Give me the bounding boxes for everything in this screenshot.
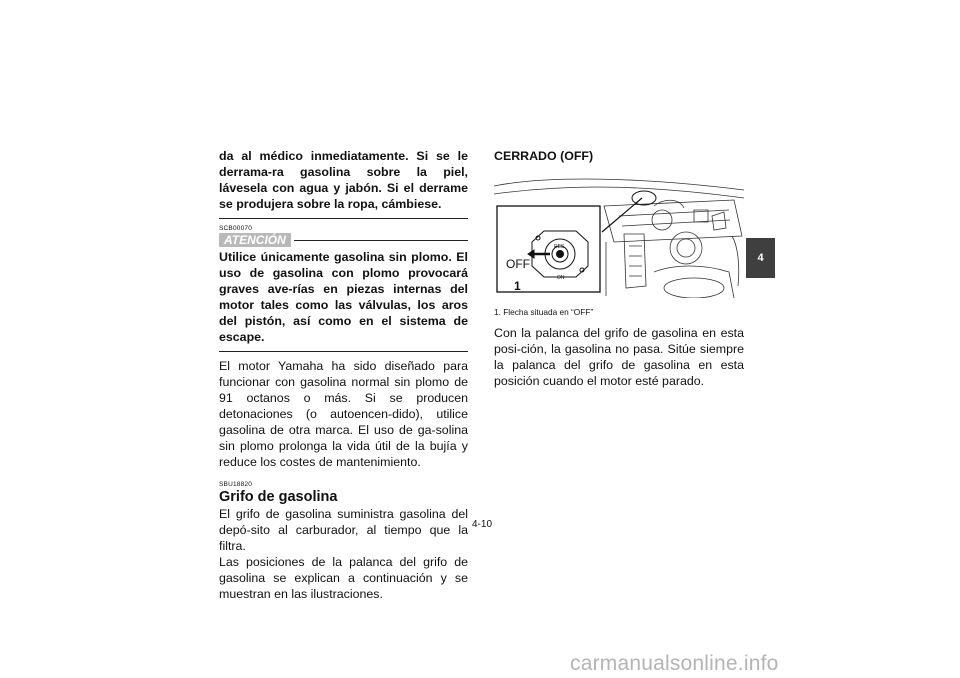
right-column xyxy=(494,148,744,389)
section-code: SBU18820 xyxy=(219,481,253,488)
off-body-text: Con la palanca del grifo de gasolina en esta posi-ción, la gasolina no pasa. Sitúe siempre la palanca del grifo de gasolina en esta posición cuando el motor esté parado. xyxy=(494,326,744,388)
engine-drawing xyxy=(494,176,744,298)
attention-code: SCB00070 xyxy=(219,225,253,232)
chapter-tab: 4 xyxy=(746,238,775,278)
watermark: carmanualsonline.info xyxy=(570,652,779,675)
attention-text: Utilice únicamente gasolina sin plomo. El uso de gasolina con plomo provocará graves ave-rías en piezas internas del motor tales como las válvulas, los aros del pistón, así como en el sistema de escape. xyxy=(219,250,468,344)
section-paragraph-2: Las posiciones de la palanca del grifo de gasolina se explican a continuación y se muestran en las ilustraciones. xyxy=(219,555,468,601)
callout-number: 1 xyxy=(514,279,521,293)
body-text: El motor Yamaha ha sido diseñado para funcionar con gasolina normal sin plomo de 91 octanos o más. Si se producen detonaciones (o autoencen-dido), utilice gasolina de otra marca. El uso de ga-solina sin plomo prolonga la vida útil de la bujía y reduce los costes de mantenimiento. xyxy=(219,359,468,469)
off-label: OFF xyxy=(506,257,530,271)
page-number: 4-10 xyxy=(471,519,492,530)
left-column xyxy=(219,148,468,602)
warning-end-rule xyxy=(219,218,468,219)
section-paragraph-1: El grifo de gasolina suministra gasolina del depó-sito al carburador, al tiempo que la filtra. xyxy=(219,507,468,553)
attention-header xyxy=(219,233,468,247)
attention-end-rule xyxy=(219,351,468,352)
figure-caption: 1. Flecha situada en “OFF” xyxy=(494,307,594,317)
valve-label-on: ON xyxy=(557,275,565,281)
attention-badge: ATENCIÓN xyxy=(219,233,291,247)
warning-text: da al médico inmediatamente. Si se le derrama-ra gasolina sobre la piel, lávesela con agua y jabón. Si el derrame se produjera sobre la ropa, cámbiese. xyxy=(219,149,468,211)
attention-rule xyxy=(294,240,468,241)
off-heading: CERRADO (OFF) xyxy=(494,149,594,163)
valve-label-res: RES xyxy=(554,244,565,250)
section-title: Grifo de gasolina xyxy=(219,489,338,505)
fuel-valve-illustration xyxy=(494,176,744,298)
